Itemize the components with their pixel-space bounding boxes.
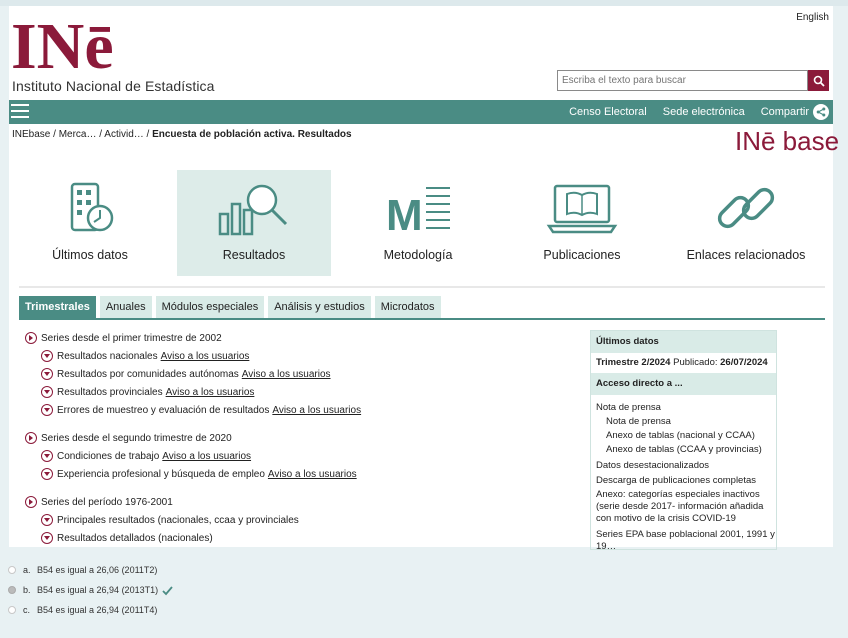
chart-magnifier-icon bbox=[214, 176, 294, 240]
card-metodologia[interactable] bbox=[341, 170, 495, 276]
card-label: Enlaces relacionados bbox=[686, 248, 806, 262]
search-box bbox=[557, 70, 829, 91]
series-epa-link[interactable]: Series EPA base poblacional 2001, 1991 y 19… bbox=[596, 529, 775, 552]
inebase-logo[interactable] bbox=[735, 126, 840, 156]
nav-censo-electoral[interactable]: Censo Electoral bbox=[569, 106, 647, 118]
quiz-option-b[interactable] bbox=[8, 585, 173, 595]
quiz-option-a[interactable] bbox=[8, 565, 157, 575]
chevron-down-icon bbox=[41, 386, 53, 398]
tabs-bar bbox=[19, 296, 441, 318]
list-item[interactable] bbox=[41, 514, 299, 526]
period-value: Trimestre 2/2024 bbox=[596, 357, 671, 368]
divider bbox=[19, 286, 825, 288]
tab-modulos[interactable]: Módulos especiales bbox=[156, 296, 265, 318]
nav-share[interactable] bbox=[761, 104, 829, 120]
crumb-current: Encuesta de población activa. Resultados bbox=[152, 129, 352, 140]
chevron-down-icon bbox=[41, 350, 53, 362]
option-letter: b. bbox=[23, 585, 31, 595]
chevron-down-icon bbox=[41, 450, 53, 462]
svg-text:M: M bbox=[386, 191, 423, 240]
list-item[interactable] bbox=[41, 532, 213, 544]
card-resultados[interactable] bbox=[177, 170, 331, 276]
crumb-mercado[interactable]: Merca… bbox=[58, 129, 97, 140]
main-navbar bbox=[9, 100, 833, 124]
published-date: 26/07/2024 bbox=[720, 357, 768, 368]
radio-button[interactable] bbox=[8, 606, 16, 614]
ine-logo[interactable] bbox=[11, 10, 131, 83]
inebase-wordmark: INē base bbox=[735, 126, 840, 156]
item-label: Resultados detallados (nacionales) bbox=[57, 532, 213, 544]
card-label: Metodología bbox=[383, 248, 453, 262]
card-enlaces[interactable] bbox=[669, 170, 823, 276]
chevron-down-icon bbox=[41, 532, 53, 544]
item-label: Resultados nacionales bbox=[57, 350, 158, 362]
item-label: Principales resultados (nacionales, ccaa y provinciales bbox=[57, 514, 299, 526]
card-publicaciones[interactable] bbox=[505, 170, 659, 276]
section-cards bbox=[9, 170, 833, 276]
notice-link[interactable]: Aviso a los usuarios bbox=[160, 350, 250, 362]
download-link[interactable]: Descarga de publicaciones completas bbox=[596, 475, 757, 486]
logo-wordmark: INē bbox=[11, 10, 114, 83]
list-item[interactable] bbox=[41, 468, 357, 480]
chevron-down-icon bbox=[41, 404, 53, 416]
notice-link[interactable]: Aviso a los usuarios bbox=[241, 368, 331, 380]
chevron-right-icon bbox=[25, 332, 37, 344]
section-title: Series desde el primer trimestre de 2002 bbox=[41, 332, 222, 344]
option-text: B54 es igual a 26,94 (2011T4) bbox=[37, 605, 158, 615]
calendar-clock-icon bbox=[58, 176, 122, 240]
search-input[interactable] bbox=[557, 70, 808, 91]
tab-trimestrales[interactable]: Trimestrales bbox=[19, 296, 96, 318]
laptop-book-icon bbox=[547, 176, 617, 240]
check-icon bbox=[162, 586, 173, 595]
option-letter: a. bbox=[23, 565, 31, 575]
card-label: Publicaciones bbox=[543, 248, 621, 262]
item-label: Resultados provinciales bbox=[57, 386, 163, 398]
section-header[interactable] bbox=[25, 496, 173, 508]
sidebar-panel bbox=[590, 330, 777, 550]
list-item[interactable] bbox=[41, 386, 254, 398]
option-text: B54 es igual a 26,06 (2011T2) bbox=[37, 565, 158, 575]
card-ultimos-datos[interactable] bbox=[13, 170, 167, 276]
notice-link[interactable]: Aviso a los usuarios bbox=[272, 404, 362, 416]
org-name: Instituto Nacional de Estadística bbox=[12, 78, 215, 94]
list-item[interactable] bbox=[41, 368, 331, 380]
press-item[interactable]: Anexo de tablas (nacional y CCAA) bbox=[606, 430, 755, 441]
deseason-link[interactable]: Datos desestacionalizados bbox=[596, 460, 710, 471]
search-button[interactable] bbox=[808, 70, 829, 91]
list-item[interactable] bbox=[41, 450, 251, 462]
chevron-down-icon bbox=[41, 368, 53, 380]
press-link[interactable]: Nota de prensa bbox=[596, 402, 661, 413]
section-title: Series del período 1976-2001 bbox=[41, 496, 173, 508]
notice-link[interactable]: Aviso a los usuarios bbox=[162, 450, 252, 462]
tab-microdatos[interactable]: Microdatos bbox=[375, 296, 441, 318]
menu-icon[interactable] bbox=[11, 104, 29, 120]
crumb-actividad[interactable]: Activid… bbox=[104, 129, 144, 140]
ine-page bbox=[9, 6, 840, 552]
item-label: Errores de muestreo y evaluación de resultados bbox=[57, 404, 270, 416]
search-icon bbox=[813, 75, 825, 87]
card-label: Resultados bbox=[222, 248, 286, 262]
item-label: Experiencia profesional y búsqueda de empleo bbox=[57, 468, 265, 480]
press-item[interactable]: Anexo de tablas (CCAA y provincias) bbox=[606, 444, 762, 455]
tab-underline bbox=[19, 318, 825, 320]
latest-data-title: Últimos datos bbox=[591, 331, 776, 353]
latest-period bbox=[591, 353, 776, 373]
share-icon bbox=[813, 104, 829, 120]
list-item[interactable] bbox=[41, 350, 249, 362]
chain-link-icon bbox=[711, 176, 781, 240]
chevron-right-icon bbox=[25, 496, 37, 508]
radio-button[interactable] bbox=[8, 586, 16, 594]
published-label: Publicado: bbox=[673, 357, 718, 368]
notice-link[interactable]: Aviso a los usuarios bbox=[267, 468, 357, 480]
share-label: Compartir bbox=[760, 105, 809, 118]
section-header[interactable] bbox=[25, 432, 232, 444]
item-label: Resultados por comunidades autónomas bbox=[57, 368, 239, 380]
methodology-icon bbox=[378, 176, 458, 240]
chevron-right-icon bbox=[25, 432, 37, 444]
annex-link[interactable]: Anexo: categorías especiales inactivos (serie desde 2017- información añadida con motivo de la crisis COVID-19 bbox=[596, 489, 764, 524]
section-header[interactable] bbox=[25, 332, 222, 344]
language-link[interactable]: English bbox=[796, 12, 829, 23]
option-text: B54 es igual a 26,94 (2013T1) bbox=[37, 585, 159, 595]
chevron-down-icon bbox=[41, 468, 53, 480]
tab-anuales[interactable]: Anuales bbox=[100, 296, 152, 318]
list-item[interactable] bbox=[41, 404, 361, 416]
crumb-inebase[interactable]: INEbase bbox=[12, 129, 51, 140]
access-title: Acceso directo a ... bbox=[591, 373, 776, 395]
item-label: Condiciones de trabajo bbox=[57, 450, 160, 462]
nav-sede-electronica[interactable]: Sede electrónica bbox=[662, 106, 745, 118]
option-letter: c. bbox=[23, 605, 31, 615]
section-title: Series desde el segundo trimestre de 2020 bbox=[41, 432, 232, 444]
radio-button[interactable] bbox=[8, 566, 16, 574]
breadcrumb: INEbase / Merca… / Activid… / Encuesta de población activa. Resultados bbox=[12, 129, 352, 140]
press-item[interactable]: Nota de prensa bbox=[606, 416, 671, 427]
quiz-option-c[interactable] bbox=[8, 605, 157, 615]
tab-analisis[interactable]: Análisis y estudios bbox=[268, 296, 371, 318]
notice-link[interactable]: Aviso a los usuarios bbox=[165, 386, 255, 398]
chevron-down-icon bbox=[41, 514, 53, 526]
card-label: Últimos datos bbox=[52, 248, 128, 262]
